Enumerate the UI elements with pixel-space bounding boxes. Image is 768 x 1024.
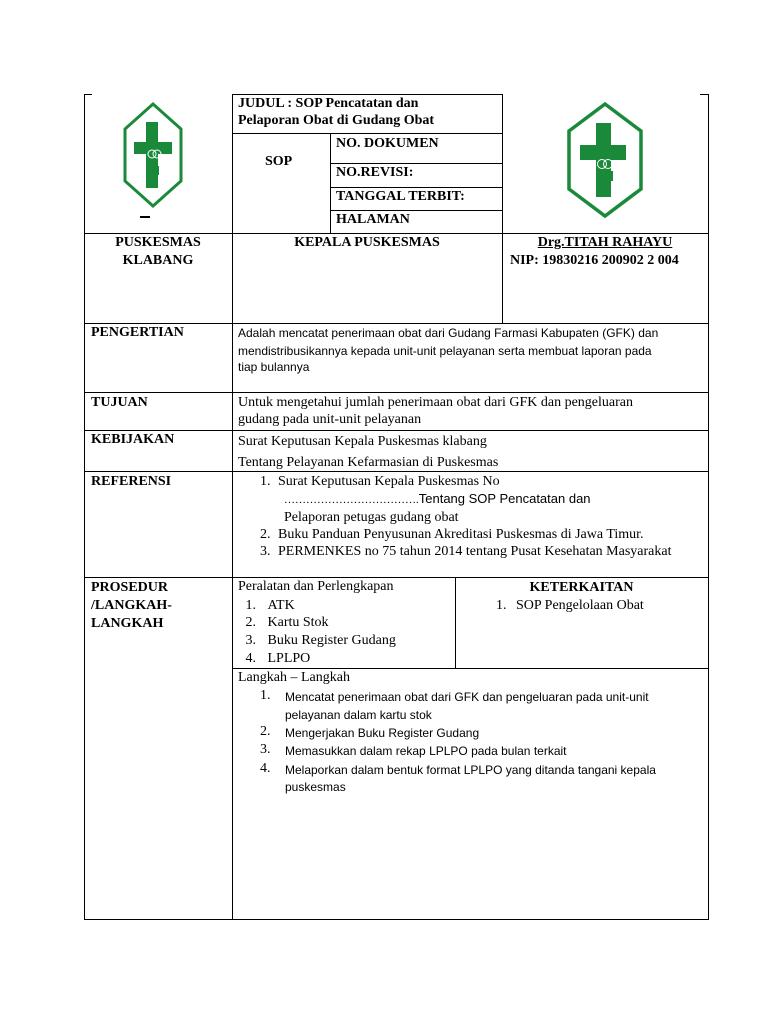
peralatan-item-2-text: Kartu Stok: [267, 615, 329, 630]
sop-title-line2: Pelaporan Obat di Gudang Obat: [238, 113, 435, 128]
langkah-item-1-num: 1.: [260, 688, 271, 703]
row-kebijakan-top: [84, 430, 708, 431]
referensi-item-1-dots: ……………………………….: [284, 494, 419, 506]
referensi-item-2: [260, 526, 644, 544]
tujuan-label: TUJUAN: [91, 395, 148, 410]
keterkaitan-item-1-num: 1.: [496, 598, 507, 613]
referensi-item-1-line1: Surat Keputusan Kepala Puskesmas No: [278, 474, 500, 489]
langkah-item-4-line2: puskesmas: [285, 780, 346, 794]
peralatan-item-2-num: 2.: [245, 615, 256, 630]
border-left: [84, 94, 85, 920]
langkah-item-3-num: 3.: [260, 742, 271, 757]
peralatan-item-1-num: 1.: [245, 598, 256, 613]
langkah-item-1-line1: Mencatat penerimaan obat dari GFK dan pengeluaran pada unit-unit: [285, 690, 649, 704]
peralatan-item-3: [238, 632, 396, 650]
referensi-item-3-text: PERMENKES no 75 tahun 2014 tentang Pusat Kesehatan Masyarakat: [278, 544, 672, 559]
langkah-title: Langkah – Langkah: [238, 670, 350, 685]
prosedur-label-line3: LANGKAH: [91, 616, 164, 631]
row-prosedur-top: [84, 577, 708, 578]
puskesmas-logo-icon: [122, 102, 184, 208]
puskesmas-logo-icon: [566, 101, 644, 219]
peralatan-item-1-text: ATK: [267, 598, 295, 613]
title-bottom: [232, 133, 502, 134]
no-dokumen-label: NO. DOKUMEN: [336, 136, 439, 151]
pengertian-text-line1: Adalah mencatat penerimaan obat dari Gudang Farmasi Kabupaten (GFK) dan: [238, 326, 659, 340]
referensi-item-1-line3: Pelaporan petugas gudang obat: [284, 510, 459, 525]
langkah-item-3-text: Memasukkan dalam rekap LPLPO pada bulan terkait: [285, 744, 567, 758]
referensi-item-1-line2: [284, 490, 591, 509]
halaman-label: HALAMAN: [336, 212, 410, 227]
referensi-item-1-num: 1.: [260, 474, 271, 489]
referensi-item-3: [260, 543, 672, 561]
pengertian-text-line2: mendistribusikannya kepada unit-unit pelayanan serta membuat laporan pada: [238, 344, 652, 358]
kepala-puskesmas-label: KEPALA PUSKESMAS: [294, 235, 440, 250]
referensi-item-1: [260, 473, 500, 491]
langkah-item-4-line1: Melaporkan dalam bentuk format LPLPO yang ditanda tangani kepala: [285, 763, 656, 777]
referensi-item-2-num: 2.: [260, 527, 271, 542]
tujuan-text-line1: Untuk mengetahui jumlah penerimaan obat dari GFK dan pengeluaran: [238, 395, 633, 410]
peralatan-title: Peralatan dan Perlengkapan: [238, 579, 394, 594]
header-right-separator: [502, 94, 503, 323]
puskesmas-name-line1: PUSKESMAS: [115, 235, 201, 250]
pengertian-text-line3: tiap bulannya: [238, 360, 310, 374]
referensi-label: REFERENSI: [91, 474, 172, 489]
sop-title-line1: JUDUL : SOP Pencatatan dan: [238, 96, 419, 111]
top-right-tick: [700, 94, 708, 95]
col-separator: [232, 94, 233, 920]
sop-separator: [330, 133, 331, 233]
peralatan-item-1: [238, 597, 295, 615]
signer-nip: NIP: 19830216 200902 2 004: [510, 253, 679, 268]
kebijakan-text-line2: Tentang Pelayanan Kefarmasian di Puskesmas: [238, 455, 499, 470]
langkah-item-1-line2: pelayanan dalam kartu stok: [285, 708, 432, 722]
tanggal-terbit-label: TANGGAL TERBIT:: [336, 189, 465, 204]
peralatan-item-4-num: 4.: [245, 651, 256, 666]
kebijakan-label: KEBIJAKAN: [91, 432, 175, 447]
keterkaitan-title: KETERKAITAN: [529, 580, 634, 595]
border-right: [708, 94, 709, 920]
table-bottom: [84, 919, 709, 920]
peralatan-item-4: [238, 650, 310, 668]
peralatan-item-3-num: 3.: [245, 633, 256, 648]
no-revisi-label: NO.REVISI:: [336, 165, 414, 180]
keterkaitan-item-1: [496, 597, 644, 615]
referensi-item-2-text: Buku Panduan Penyusunan Akreditasi Puskesmas di Jawa Timur.: [278, 527, 644, 542]
prosedur-label-line1: PROSEDUR: [91, 580, 169, 595]
langkah-item-2-num: 2.: [260, 724, 271, 739]
peralatan-item-4-text: LPLPO: [267, 651, 311, 666]
prosedur-label-line2: /LANGKAH-: [91, 598, 172, 613]
pengertian-label: PENGERTIAN: [91, 325, 184, 340]
peralatan-item-2: [238, 614, 329, 632]
puskesmas-name-line2: KLABANG: [122, 253, 194, 268]
tujuan-text-line2: gudang pada unit-unit pelayanan: [238, 412, 422, 427]
signer-name: Drg.TITAH RAHAYU: [537, 235, 673, 250]
logo-dash-mark: [140, 216, 150, 218]
langkah-item-4-num: 4.: [260, 761, 271, 776]
referensi-item-3-num: 3.: [260, 544, 271, 559]
keterkaitan-item-1-text: SOP Pengelolaan Obat: [516, 598, 644, 613]
row-tujuan-top: [84, 392, 708, 393]
langkah-item-2-text: Mengerjakan Buku Register Gudang: [285, 726, 480, 740]
sop-label: SOP: [265, 154, 293, 169]
kebijakan-text-line1: Surat Keputusan Kepala Puskesmas klabang: [238, 434, 487, 449]
referensi-item-1-tentang: Tentang SOP Pencatatan dan: [418, 491, 591, 506]
peralatan-item-3-text: Buku Register Gudang: [267, 633, 396, 648]
top-left-tick: [84, 94, 92, 95]
